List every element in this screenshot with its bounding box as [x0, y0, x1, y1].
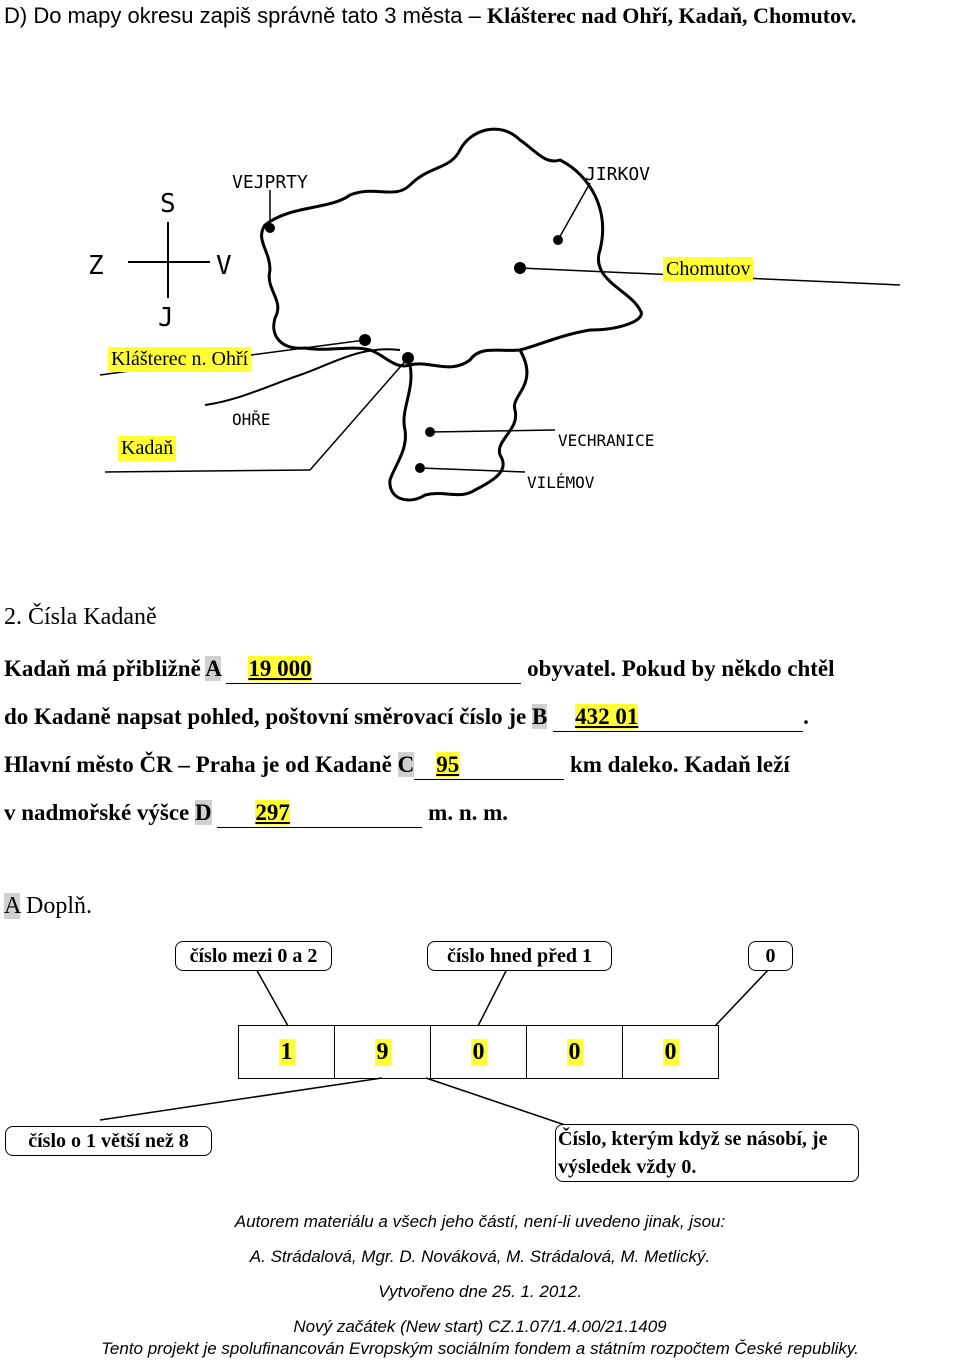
compass-rose: [128, 222, 210, 298]
compass-north: S: [160, 189, 176, 219]
pointer-lines: [100, 183, 900, 472]
answer-klasterec: Klášterec n. Ohří: [108, 347, 251, 372]
answer-chomutov: Chomutov: [663, 257, 753, 282]
letter-b: B: [532, 704, 548, 729]
clue-top-2: číslo hned před 1: [427, 941, 612, 971]
letter-d: D: [195, 800, 212, 825]
digit-cell: [623, 1026, 718, 1078]
section2-line4: [4, 799, 956, 828]
section2-title-text: 2. Čísla Kadaně: [4, 604, 157, 630]
digit-cell: [239, 1026, 335, 1078]
answer-distance: 95: [436, 752, 460, 777]
letter-a: A: [205, 656, 221, 681]
line4-post: m. n. m.: [422, 800, 509, 825]
task-a-letter: A: [4, 893, 21, 919]
line3-post: km daleko. Kadaň leží: [564, 752, 790, 777]
task-a-title: [4, 893, 92, 920]
section2-line1: [4, 655, 956, 684]
map-label-jirkov: JIRKOV: [585, 164, 651, 185]
clue-top-3: 0: [748, 941, 793, 971]
task-d-instruction: [4, 0, 956, 31]
digit-5: 0: [664, 1038, 677, 1065]
line4-pre: v nadmořské výšce: [4, 800, 196, 825]
footer-authors: A. Strádalová, Mgr. D. Nováková, M. Strádalová, M. Metlický.: [249, 1247, 711, 1266]
line1-pre: Kadaň má přibližně: [4, 656, 206, 681]
clue-bottom-2: Číslo, kterým když se násobí, je výsledek vždy 0.: [555, 1124, 859, 1182]
line3-pre: Hlavní město ČR – Praha je od Kadaně: [4, 752, 398, 777]
digit-4: 0: [568, 1038, 581, 1065]
compass-south: J: [158, 303, 174, 333]
digit-3: 0: [472, 1038, 485, 1065]
digit-cell: [431, 1026, 527, 1078]
compass-west: Z: [88, 251, 104, 281]
district-south-outline: [390, 350, 527, 500]
footer-funding: Tento projekt je spolufinancován Evropským sociálním fondem a státním rozpočtem České republiky.: [101, 1339, 859, 1358]
map-label-vejprty: VEJPRTY: [232, 172, 308, 193]
line2-pre: do Kadaně napsat pohled, poštovní směrovací číslo je: [4, 704, 532, 729]
digit-cell: [335, 1026, 431, 1078]
compass-east: V: [216, 251, 232, 281]
task-d-prefix: D) Do mapy okresu zapiš správně tato 3 města –: [4, 3, 487, 28]
digit-grid: [238, 1025, 719, 1079]
digit-1: 1: [280, 1038, 293, 1065]
map-label-vechranice: VECHRANICE: [558, 431, 655, 450]
district-map: [0, 110, 960, 530]
answer-kadan: Kadaň: [118, 436, 176, 461]
footer-authors-label: Autorem materiálu a všech jeho částí, není-li uvedeno jinak, jsou:: [234, 1212, 726, 1231]
answer-population: 19 000: [248, 656, 312, 681]
letter-c: C: [397, 752, 415, 777]
section2-line2: [4, 703, 956, 732]
task-a-title-text: Doplň.: [20, 893, 93, 919]
footer-created: Vytvořeno dne 25. 1. 2012.: [378, 1282, 582, 1301]
answer-postcode: 432 01: [575, 704, 639, 729]
task-d-cities: Klášterec nad Ohří, Kadaň, Chomutov.: [487, 3, 857, 28]
answer-altitude: 297: [255, 800, 290, 825]
section2-title: [4, 604, 157, 631]
clue-top-1: číslo mezi 0 a 2: [175, 941, 332, 971]
clue-bottom-1: číslo o 1 větší než 8: [5, 1126, 212, 1156]
line2-post: .: [803, 704, 809, 729]
footer-project: Nový začátek (New start) CZ.1.07/1.4.00/21.1409: [293, 1317, 667, 1336]
section2-line3: [4, 751, 956, 780]
map-label-ohre: OHŘE: [232, 410, 271, 429]
digit-2: 9: [376, 1038, 389, 1065]
map-label-vilemov: VILÉMOV: [527, 473, 595, 492]
line1-post: obyvatel. Pokud by někdo chtěl: [521, 656, 835, 681]
digit-cell: [527, 1026, 623, 1078]
